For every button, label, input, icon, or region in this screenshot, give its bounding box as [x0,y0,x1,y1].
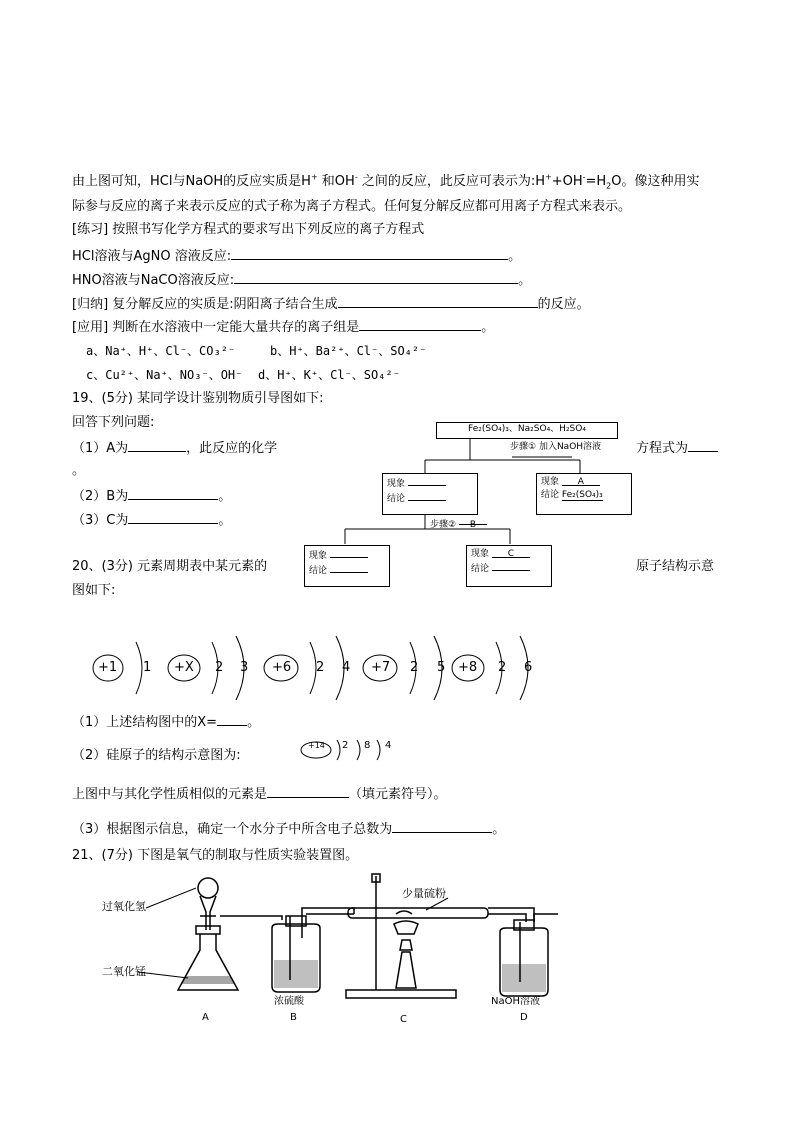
silicon-shell-2: 8 [364,740,371,751]
intro-line-1: 由上图可知，HCl与NaOH的反应实质是H+ 和OH- 之间的反应，此反应可表示为$:H^++OH^-=H_2O$。像这种用实 [72,172,700,191]
silicon-nucleus: +14 [308,741,325,750]
label-hydrogen-peroxide: 过氧化氢 [102,900,146,913]
question-hno3-na2co3: HNO溶液与NaCO溶液反应: 。 [72,269,531,291]
q20-part-3: （3）根据图示信息，确定一个水分子中所含电子总数为 。 [72,818,505,840]
answer-blank-apply[interactable] [359,316,481,331]
answer-blank-19-2[interactable] [128,485,218,500]
answer-blank-20-1[interactable] [217,711,247,726]
practice-heading: [练习] 按照书写化学方程式的要求写出下列反应的离子方程式 [72,222,425,237]
apply-line: [应用] 判断在水溶液中一定能大量共存的离子组是 。 [72,316,494,338]
q19-answer-heading: 回答下列问题: [72,415,155,430]
q20-part-2: （2）硅原子的结构示意图为: [72,748,241,763]
atom-4-shell-2: 5 [437,660,446,675]
atom-4-shell-1: 2 [410,660,419,675]
q19-part-1: （1）A为 ，此反应的化学 [72,437,277,459]
q19-part-1-end: 。 [72,463,86,478]
answer-blank-19-1a[interactable] [128,437,186,452]
flow-step-1: 步骤① 加入NaOH溶液 [510,442,602,452]
summary-line: [归纳] 复分解反应的实质是:阴阳离子结合生成 的反应。 [72,293,590,315]
atom-2-shell-2: 3 [240,660,249,675]
q21-title: 21、(7分) 下图是氧气的制取与性质实验装置图。 [72,848,359,863]
label-manganese-dioxide: 二氧化锰 [102,965,146,978]
atom-2-shell-1: 2 [215,660,224,675]
option-d: d、H⁺、K⁺、Cl⁻、SO₄²⁻ [258,368,400,382]
question-hcl-agno3: HCl溶液与AgNO 溶液反应: 。 [72,245,521,267]
flow-box-bottom-left: 现象 结论 [304,545,390,587]
q19-part-2: （2）B为 。 [72,485,231,507]
answer-blank-19-3[interactable] [128,509,218,524]
flow-box-left: 现象 结论 [382,473,478,515]
atom-4-nucleus: +7 [371,660,391,675]
q20-similar-element: 上图中与其化学性质相似的元素是 （填元素符号）。 [72,783,447,805]
q20-title: 20、(3分) 元素周期表中某元素的 [72,559,268,574]
label-naoh-solution: NaOH溶液 [491,996,540,1007]
atom-2-nucleus: +X [174,660,194,675]
answer-blank-summary[interactable] [338,293,538,308]
atom-1-nucleus: +1 [98,660,118,675]
label-conc-sulfuric-acid: 浓硫酸 [274,996,304,1007]
label-apparatus-c: C [400,1014,407,1025]
answer-blank-hcl[interactable] [231,245,508,260]
intro-line-2: 际参与反应的离子来表示反应的式子称为离子方程式。任何复分解反应都可用离子方程式来表示。 [72,199,632,214]
q19-part-3: （3）C为 。 [72,509,231,531]
option-b: b、H⁺、Ba²⁺、Cl⁻、SO₄²⁻ [270,344,427,358]
flow-step-2: 步骤② B [430,515,487,535]
atom-3-shell-2: 4 [342,660,351,675]
atom-5-shell-1: 2 [498,660,507,675]
option-c: c、Cu²⁺、Na⁺、NO₃⁻、OH⁻ [86,368,243,382]
atom-1-shell-1: 1 [143,660,152,675]
label-apparatus-a: A [202,1012,209,1023]
answer-blank-19-1b[interactable] [688,437,718,452]
silicon-shell-1: 2 [342,740,349,751]
answer-blank-20-3[interactable] [392,818,492,833]
atom-5-shell-2: 6 [524,660,533,675]
q20-part-1: （1）上述结构图中的X= 。 [72,711,260,733]
atom-3-shell-1: 2 [316,660,325,675]
q19-part-1-cont: 方程式为 [636,437,718,459]
label-apparatus-d: D [520,1012,528,1023]
silicon-shell-3: 4 [385,740,392,751]
flow-box-right: 现象 A 结论 Fe₂(SO₄)₃ [536,473,632,515]
q20-title-end: 图如下: [72,583,116,598]
atom-5-nucleus: +8 [458,660,478,675]
option-a: a、Na⁺、H⁺、Cl⁻、CO₃²⁻ [86,344,236,358]
flow-box-bottom-right: 现象 C 结论 [466,545,552,587]
label-sulfur-powder: 少量硫粉 [402,887,446,900]
answer-blank-20-2[interactable] [267,783,349,798]
q19-title: 19、(5分) 某同学设计鉴别物质引导图如下: [72,391,324,406]
answer-blank-hno3[interactable] [234,269,518,284]
label-apparatus-b: B [290,1012,297,1023]
q20-title-cont: 原子结构示意 [636,559,715,574]
atom-3-nucleus: +6 [272,660,292,675]
flow-top-box: Fe₂(SO₄)₃、Na₂SO₄、H₂SO₄ [436,422,618,439]
